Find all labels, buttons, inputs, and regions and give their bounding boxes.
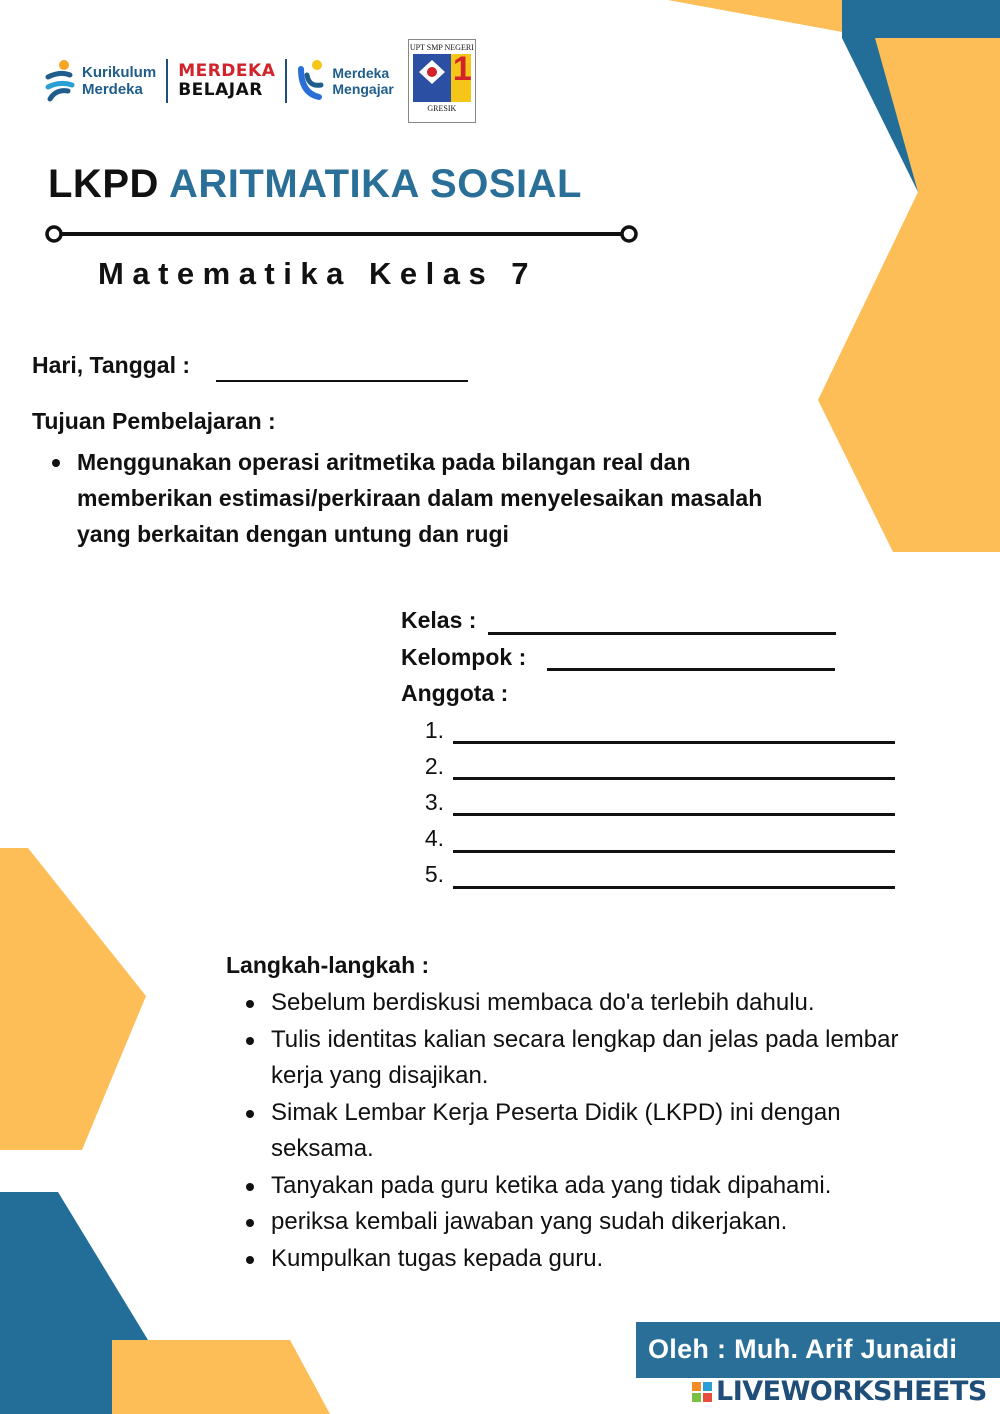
merdeka-line: Merdeka	[332, 65, 390, 81]
liveworksheets-watermark	[692, 1376, 987, 1407]
member-number: 5.	[424, 861, 444, 887]
langkah-item-text: periksa kembali jawaban yang sudah dikerjakan.	[271, 1208, 788, 1235]
merdeka-word: MERDEKA	[178, 61, 276, 81]
list-item	[271, 1241, 911, 1278]
merdeka-mengajar-logo	[297, 59, 393, 103]
bottom-left-yellow-shape	[112, 1340, 330, 1414]
mengajar-line: Mengajar	[332, 81, 394, 97]
kelas-field[interactable]	[488, 632, 836, 635]
kelompok-label: Kelompok :	[401, 644, 527, 670]
title-prefix: LKPD	[48, 162, 159, 206]
bullet-icon	[246, 1219, 254, 1227]
header-logos	[44, 40, 476, 122]
list-item	[77, 444, 797, 552]
member-field-4[interactable]	[453, 850, 895, 853]
tujuan-heading: Tujuan Pembelajaran :	[32, 408, 276, 434]
school-seal-logo	[408, 39, 476, 123]
school-seal-bottom-text: GRESIK	[427, 104, 457, 113]
right-yellow-hexagon	[818, 38, 1000, 552]
list-item	[271, 1168, 911, 1205]
merdeka-line: Merdeka	[82, 81, 143, 98]
school-seal-top-text: UPT SMP NEGERI	[409, 43, 474, 52]
anggota-label: Anggota :	[401, 680, 509, 706]
tujuan-item-text: Menggunakan operasi aritmetika pada bilangan real dan memberikan estimasi/perkiraan dalam menyelesaikan masalah yang berkaitan dengan untung dan rugi	[77, 449, 763, 547]
bullet-icon	[246, 1110, 254, 1118]
kelas-label: Kelas :	[401, 607, 477, 633]
school-seal-number: 1	[452, 50, 472, 88]
hari-tanggal-label: Hari, Tanggal :	[32, 352, 191, 378]
member-field-5[interactable]	[453, 886, 895, 889]
page-title	[48, 162, 582, 207]
kurikulum-merdeka-logo	[44, 59, 156, 103]
list-item	[271, 1022, 911, 1095]
langkah-item-text: Simak Lembar Kerja Peserta Didik (LKPD) ini dengan seksama.	[271, 1098, 841, 1162]
langkah-item-text: Tulis identitas kalian secara lengkap dan jelas pada lembar kerja yang disajikan.	[271, 1025, 899, 1089]
logo-divider	[285, 59, 287, 103]
member-number: 1.	[424, 717, 444, 743]
kurikulum-line: Kurikulum	[82, 64, 157, 81]
list-item	[271, 1095, 911, 1168]
merdeka-belajar-logo	[178, 62, 275, 100]
title-main: ARITMATIKA SOSIAL	[169, 162, 582, 206]
left-yellow-hexagon	[0, 848, 146, 1150]
belajar-word: BELAJAR	[178, 80, 263, 100]
kurikulum-merdeka-icon	[44, 59, 76, 103]
langkah-heading: Langkah-langkah :	[226, 952, 430, 978]
langkah-list	[271, 985, 911, 1277]
tujuan-list	[77, 444, 797, 552]
langkah-item-text: Tanyakan pada guru ketika ada yang tidak dipahami.	[271, 1171, 832, 1199]
member-number: 3.	[424, 789, 444, 815]
member-field-2[interactable]	[453, 777, 895, 780]
member-number: 4.	[424, 825, 444, 851]
bullet-icon	[246, 1256, 254, 1264]
author-text: Oleh : Muh. Arif Junaidi	[648, 1334, 958, 1364]
subtitle: Matematika Kelas 7	[98, 256, 538, 291]
bullet-icon	[52, 459, 60, 467]
member-number: 2.	[424, 753, 444, 779]
list-item	[271, 1204, 911, 1241]
hari-tanggal-field[interactable]	[216, 380, 468, 382]
bullet-icon	[246, 1037, 254, 1045]
langkah-item-text: Sebelum berdiskusi membaca do'a terlebih dahulu.	[271, 989, 815, 1016]
logo-divider	[166, 59, 168, 103]
liveworksheets-icon	[692, 1382, 712, 1402]
kelompok-field[interactable]	[547, 668, 835, 671]
kurikulum-merdeka-text	[82, 64, 156, 98]
merdeka-mengajar-icon	[297, 59, 327, 103]
liveworksheets-text: LIVEWORKSHEETS	[716, 1376, 987, 1407]
bullet-icon	[246, 1000, 254, 1008]
title-underline	[45, 224, 639, 244]
langkah-item-text: Kumpulkan tugas kepada guru.	[271, 1244, 604, 1272]
list-item	[271, 985, 911, 1022]
member-field-1[interactable]	[453, 741, 895, 744]
bullet-icon	[246, 1183, 254, 1191]
member-field-3[interactable]	[453, 813, 895, 816]
merdeka-mengajar-text	[332, 65, 393, 97]
